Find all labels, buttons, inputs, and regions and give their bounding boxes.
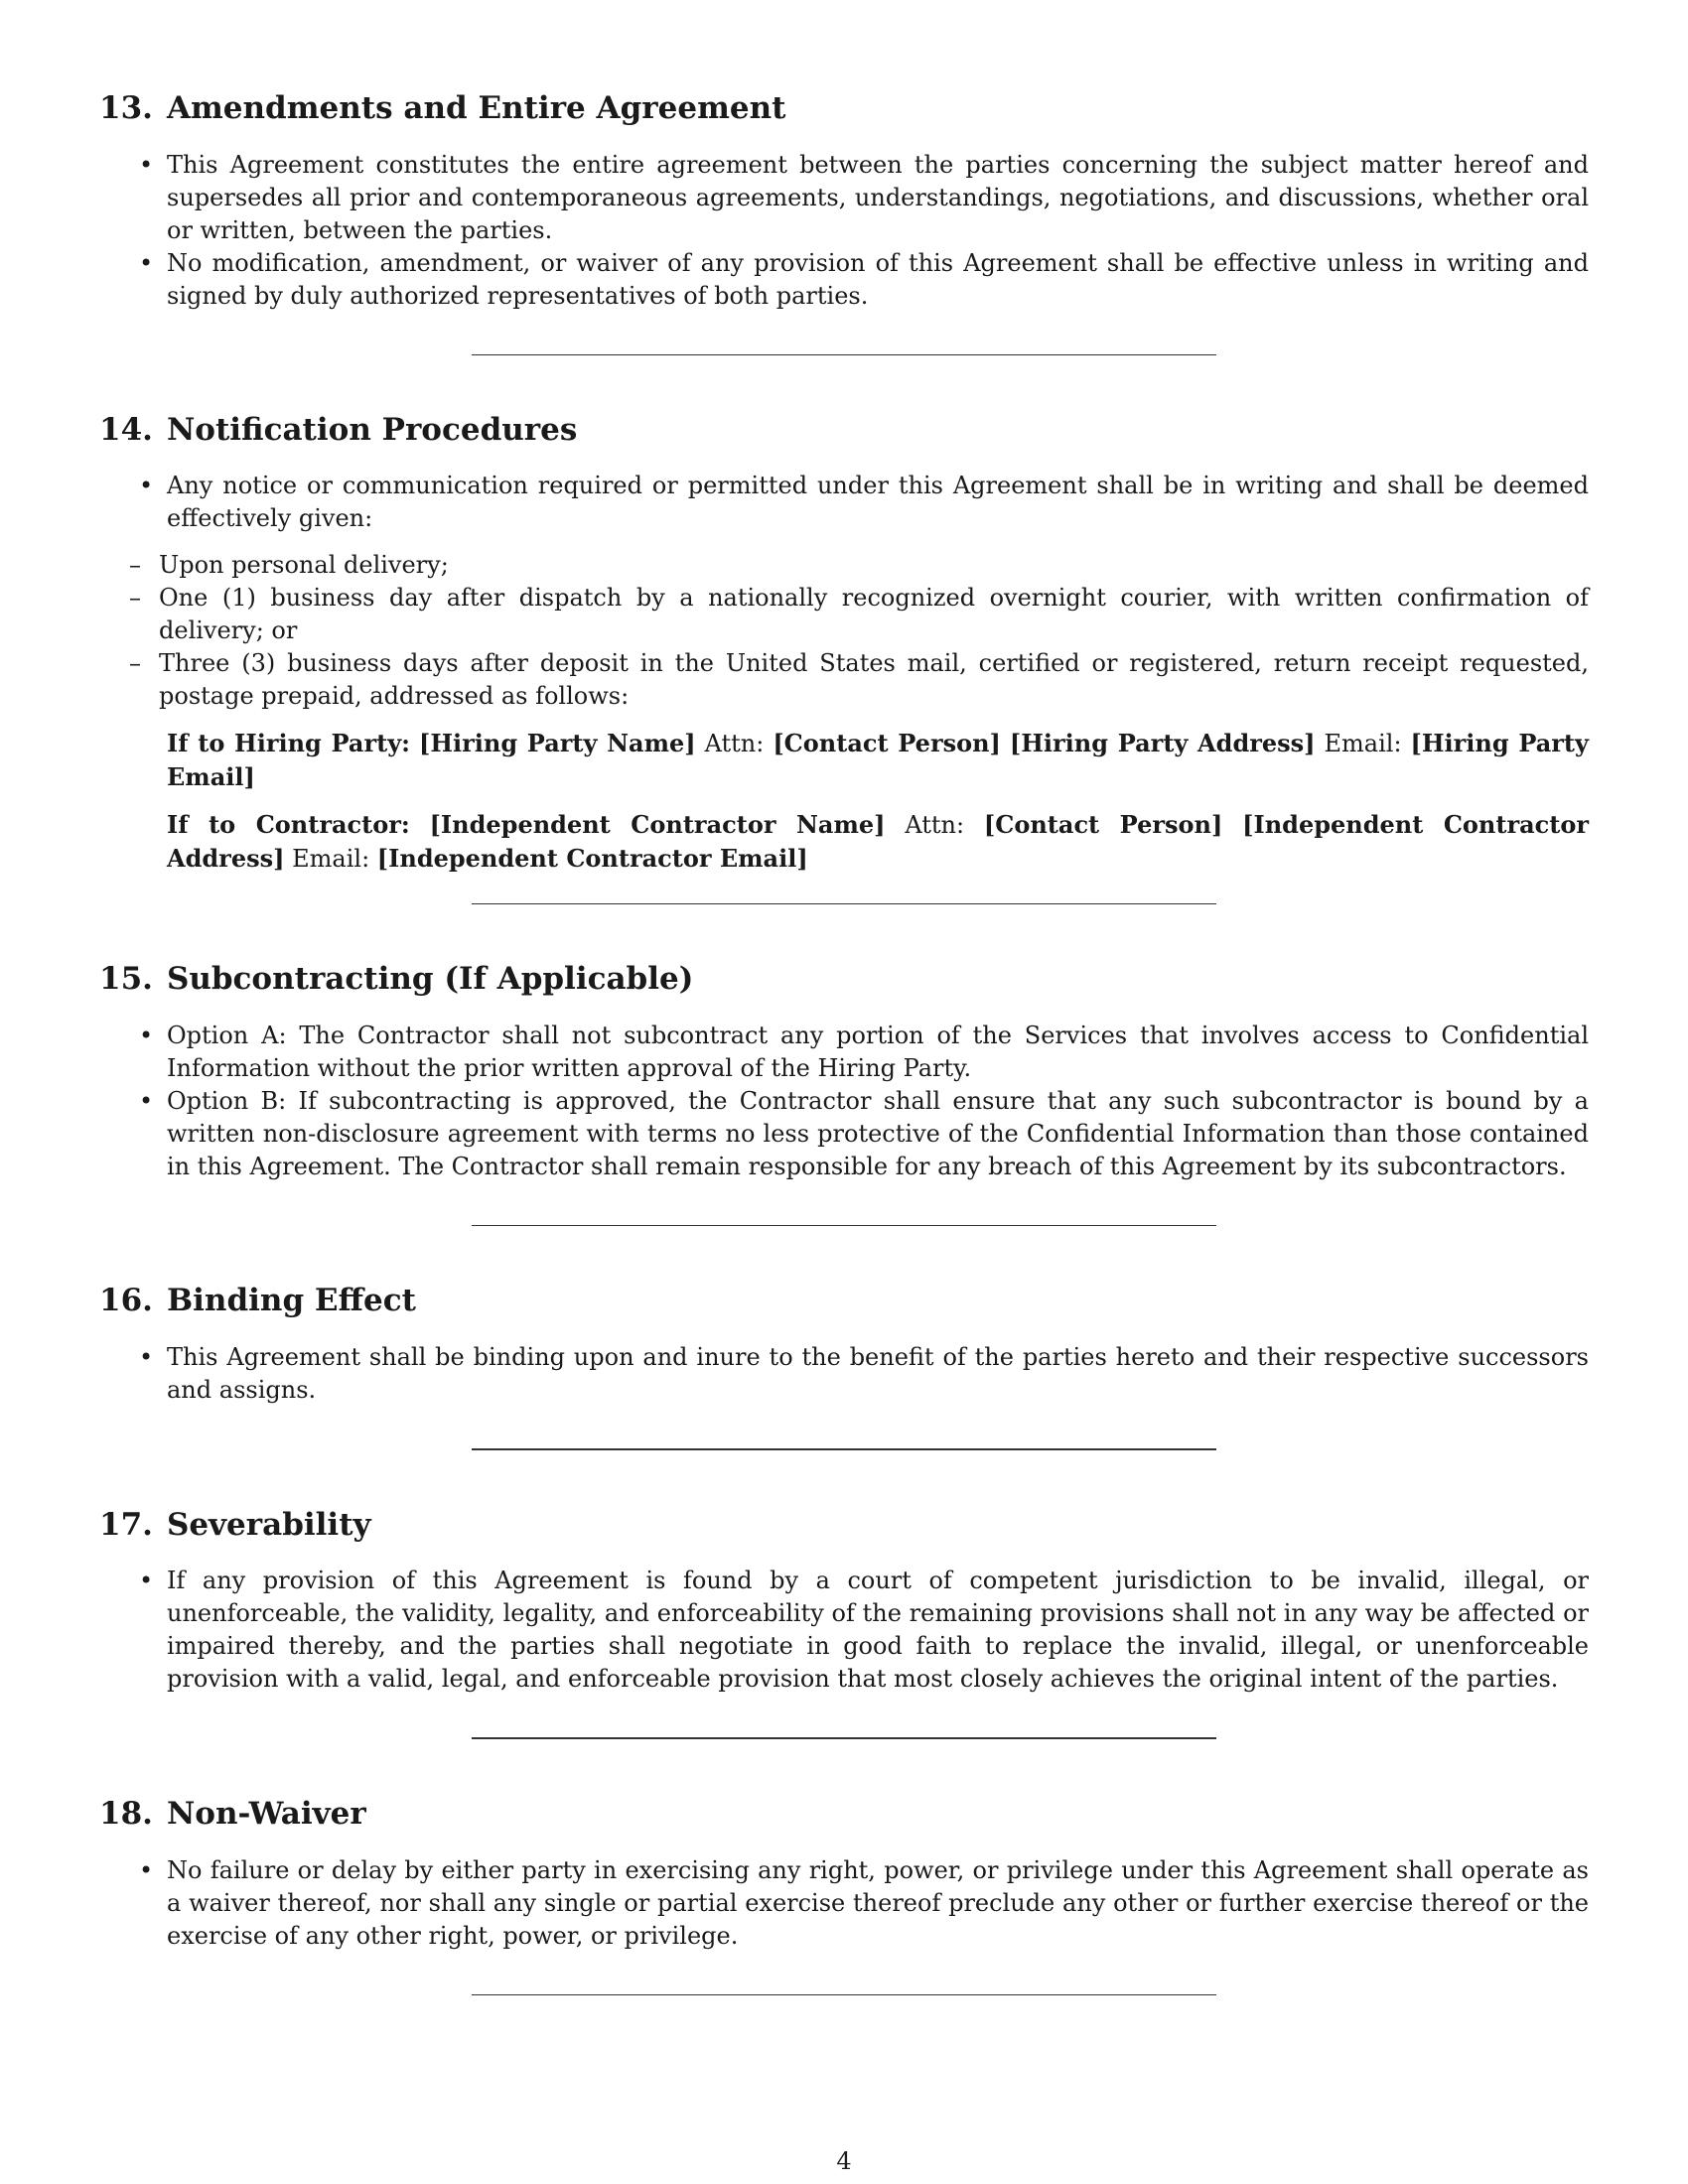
document-page [99, 91, 1589, 1995]
page-number: 4 [836, 2147, 852, 2175]
section-heading: 18. Non-Waiver [99, 1796, 366, 1833]
sub-list-item: – One (1) business day after dispatch by a nationally recognized overnight courier, with written confirmation of delivery; or [159, 582, 1589, 647]
bullet-list [99, 470, 1589, 535]
sub-list-item: – Upon personal delivery; [159, 549, 1589, 582]
list-item: • No failure or delay by either party in exercising any right, power, or privilege under this Agreement shall operate as a waiver thereof, nor shall any single or partial exercise thereof preclude any other or further exercise thereof or the exercise of any other right, power, or privilege. [167, 1854, 1589, 1953]
sub-list [99, 549, 1589, 713]
section-heading: 13. Amendments and Entire Agreement [99, 90, 786, 126]
bullet-list [99, 1341, 1589, 1407]
list-item: • Any notice or communication required or permitted under this Agreement shall be in writing and shall be deemed effectively given: [167, 470, 1589, 535]
section-14 [99, 413, 1589, 905]
section-divider [472, 1225, 1216, 1226]
section-15 [99, 962, 1589, 1226]
bullet-list [99, 1565, 1589, 1696]
contractor-address-block: If to Contractor: [Independent Contractor Name] Attn: [Contact Person] [Independent Contractor Address] Email: [Independent Contractor Email] [167, 810, 1590, 874]
list-item: • No modification, amendment, or waiver of any provision of this Agreement shall be effective unless in writing and signed by duly authorized representatives of both parties. [167, 247, 1589, 313]
list-item: • If any provision of this Agreement is found by a court of competent jurisdiction to be invalid, illegal, or unenforceable, the validity, legality, and enforceability of the remaining provisions shall not in any way be affected or impaired thereby, and the parties shall negotiate in good faith to replace the invalid, illegal, or unenforceable provision with a valid, legal, and enforceable provision that most closely achieves the original intent of the parties. [167, 1565, 1589, 1696]
list-item: • This Agreement shall be binding upon and inure to the benefit of the parties hereto and their respective successors and assigns. [167, 1341, 1589, 1407]
section-divider [472, 903, 1216, 904]
sub-list-item: – Three (3) business days after deposit in the United States mail, certified or registered, return receipt requested, postage prepaid, addressed as follows: [159, 647, 1589, 713]
section-heading: 14. Notification Procedures [99, 411, 578, 448]
section-divider [472, 1448, 1216, 1450]
list-item: • Option A: The Contractor shall not subcontract any portion of the Services that involves access to Confidential Information without the prior written approval of the Hiring Party. [167, 1020, 1589, 1085]
section-divider [472, 1994, 1216, 1995]
bullet-list [99, 1854, 1589, 1953]
section-heading: 15. Subcontracting (If Applicable) [99, 961, 694, 998]
section-18 [99, 1797, 1589, 1995]
section-heading: 17. Severability [99, 1506, 371, 1543]
section-divider [472, 1737, 1216, 1739]
section-divider [472, 354, 1216, 355]
section-17 [99, 1508, 1589, 1740]
section-heading: 16. Binding Effect [99, 1282, 416, 1318]
list-item: • Option B: If subcontracting is approved, the Contractor shall ensure that any such subcontractor is bound by a written non-disclosure agreement with terms no less protective of the Confidential Information than those contained in this Agreement. The Contractor shall remain responsible for any breach of this Agreement by its subcontractors. [167, 1085, 1589, 1183]
bullet-list [99, 1020, 1589, 1183]
list-item: • This Agreement constitutes the entire agreement between the parties concerning the subject matter hereof and supersedes all prior and contemporaneous agreements, understandings, negotiations, and discussions, whether oral or written, between the parties. [167, 149, 1589, 247]
hiring-party-address-block: If to Hiring Party: [Hiring Party Name] Attn: [Contact Person] [Hiring Party Address] Email: [Hiring Party Email] [167, 729, 1589, 792]
section-13 [99, 91, 1589, 355]
section-16 [99, 1284, 1589, 1450]
bullet-list [99, 149, 1589, 313]
